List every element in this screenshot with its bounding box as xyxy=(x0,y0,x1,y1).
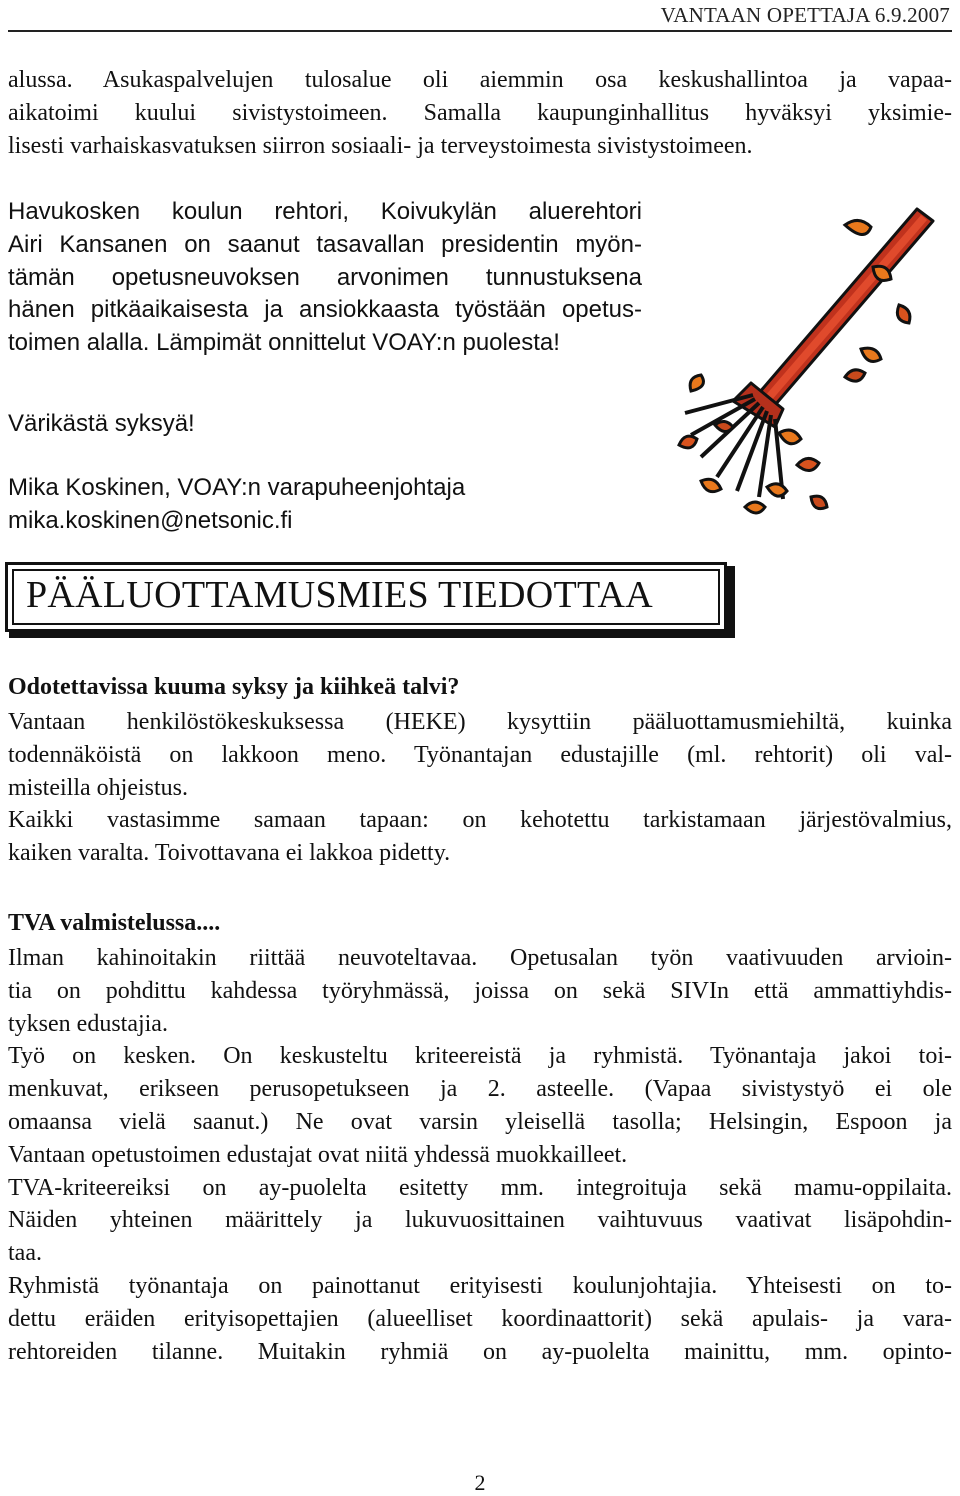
text-line: tia on pohdittu kahdessa työryhmässä, joissa on sekä SIVIn että ammattiyhdis- xyxy=(8,977,952,1004)
signature xyxy=(8,472,642,538)
text-line: aikatoimi kuului sivistystoimeen. Samalla kaupunginhallitus hyväksyi yksimie- xyxy=(8,99,952,126)
text-line: lisesti varhaiskasvatuksen siirron sosiaali- ja terveystoimesta sivistystoimeen. xyxy=(8,132,753,159)
text-line: Ilman kahinoitakin riittää neuvoteltavaa. Opetusalan työn vaativuuden arvioin- xyxy=(8,945,952,971)
section1-heading: Odotettavissa kuuma syksy ja kiihkeä talvi? xyxy=(8,674,460,700)
signature-email: mika.koskinen@netsonic.fi xyxy=(8,506,293,534)
text-line: tyksen edustajia. xyxy=(8,1010,168,1037)
text-line: TVA-kriteereiksi on ay-puolelta esitetty mm. integroituja sekä mamu-oppilaita. xyxy=(8,1174,952,1201)
text-line: toimen alalla. Lämpimät onnittelut VOAY:n puolesta! xyxy=(8,329,560,357)
section2-body xyxy=(8,942,952,1368)
text-line: omaansa vielä saanut.) Ne ovat varsin yleisellä tasolla; Helsingin, Espoon ja xyxy=(8,1108,952,1135)
text-line: hänen pitkäaikaisesta ja ansiokkaasta työstään opetus- xyxy=(8,296,642,324)
text-line: taa. xyxy=(8,1240,42,1267)
signature-name: Mika Koskinen, VOAY:n varapuheenjohtaja xyxy=(8,474,466,501)
section-title-box xyxy=(5,562,727,632)
text-line: Vantaan henkilöstökeskuksessa (HEKE) kysyttiin pääluottamusmiehiltä, kuinka xyxy=(8,709,952,735)
text-line: Havukosken koulun rehtori, Koivukylän aluerehtori xyxy=(8,198,642,225)
text-line: misteilla ohjeistus. xyxy=(8,774,188,801)
text-line: rehtoreiden tilanne. Muitakin ryhmiä on ay-puolelta mainittu, mm. opinto- xyxy=(8,1338,952,1365)
text-line: Näiden yhteinen määrittely ja lukuvuosittainen vaihtuvuus vaativat lisäpohdin- xyxy=(8,1207,952,1234)
text-line: Vantaan opetustoimen edustajat ovat niitä yhdessä muokkailleet. xyxy=(8,1141,628,1168)
section2-heading: TVA valmistelussa.... xyxy=(8,910,221,936)
intro-paragraph xyxy=(8,64,952,162)
text-line: tämän opetusneuvoksen arvonimen tunnustuksena xyxy=(8,263,642,291)
text-line: alussa. Asukaspalvelujen tulosalue oli aiemmin osa keskushallintoa ja vapaa- xyxy=(8,67,952,93)
section-title: PÄÄLUOTTAMUSMIES TIEDOTTAA xyxy=(26,574,653,616)
text-line: Kaikki vastasimme samaan tapaan: on kehotettu tarkistamaan järjestövalmius, xyxy=(8,807,952,834)
section1-body xyxy=(8,706,952,870)
greeting: Värikästä syksyä! xyxy=(8,410,195,437)
text-line: Ryhmistä työnantaja on painottanut erityisesti koulunjohtajia. Yhteisesti on to- xyxy=(8,1272,952,1299)
page-header xyxy=(8,0,952,32)
text-line: kaiken varalta. Toivottavana ei lakkoa pidetty. xyxy=(8,840,451,867)
rake-leaves-illustration xyxy=(655,195,955,535)
text-line: menkuvat, erikseen perusopetukseen ja 2. asteelle. (Vapaa sivistystyö ei ole xyxy=(8,1076,952,1103)
congrats-paragraph xyxy=(8,196,642,360)
text-line: todennäköistä on lakkoon meno. Työnantajan edustajille (ml. rehtorit) oli val- xyxy=(8,741,952,768)
header-text: VANTAAN OPETTAJA 6.9.2007 xyxy=(660,3,950,27)
text-line: Työ on kesken. On keskusteltu kriteereistä ja ryhmistä. Työnantaja jakoi toi- xyxy=(8,1043,952,1070)
page-number: 2 xyxy=(474,1470,486,1495)
text-line: dettu eräiden erityisopettajien (alueelliset koordinaattorit) sekä apulais- ja vara- xyxy=(8,1305,952,1332)
text-line: Airi Kansanen on saanut tasavallan presidentin myön- xyxy=(8,230,642,258)
